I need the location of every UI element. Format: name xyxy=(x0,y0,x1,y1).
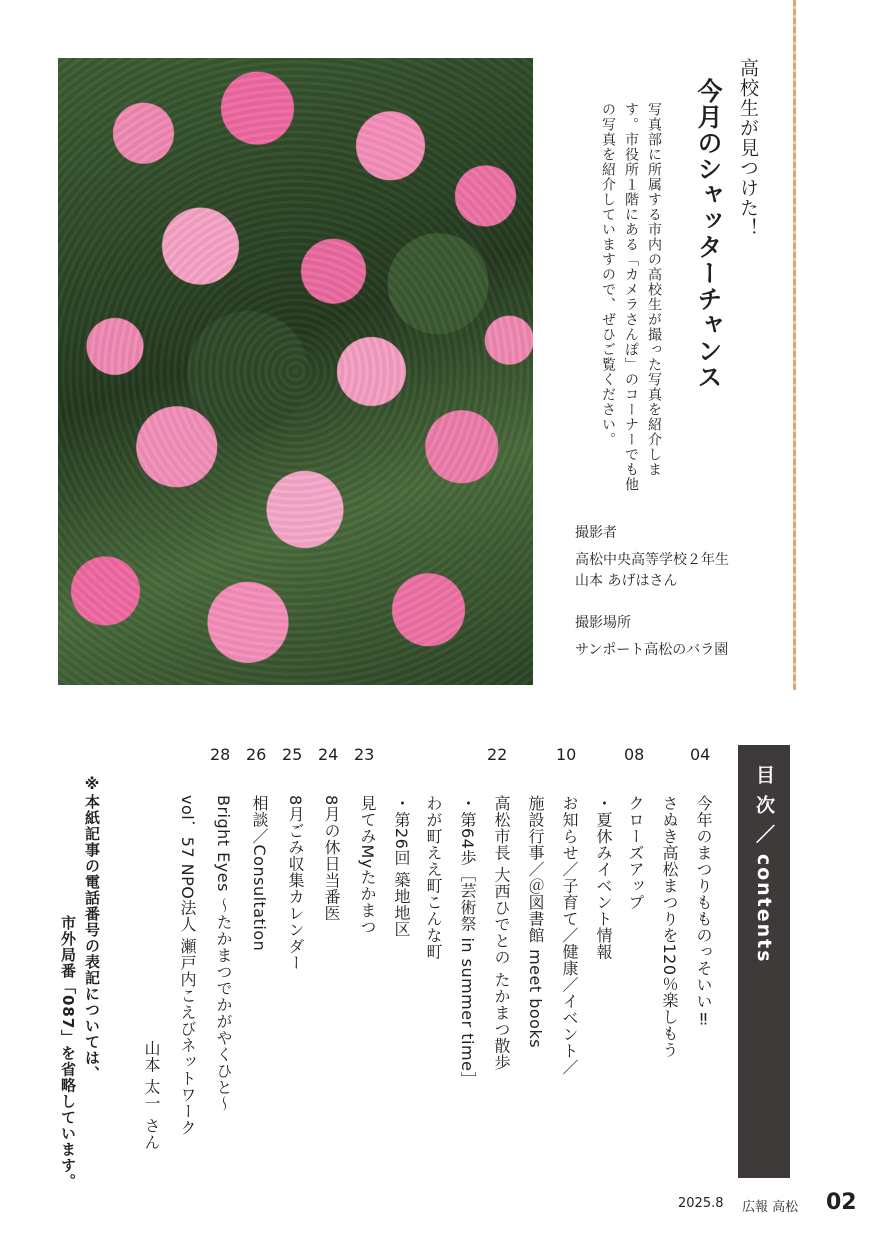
toc-page-number: 23 xyxy=(354,745,375,764)
toc-page-number: 28 xyxy=(210,745,231,764)
feature-kicker: 高校生が見つけた！ xyxy=(737,58,759,238)
toc-line: 見てみMyたかまつ xyxy=(358,795,377,935)
phone-note-line1: ※本紙記事の電話番号の表記については、 xyxy=(83,775,101,1082)
toc-line: ・夏休みイベント情報 xyxy=(594,795,613,960)
toc-page-number: 04 xyxy=(690,745,711,764)
contents-heading-bar xyxy=(738,745,790,1178)
toc-page-number: 10 xyxy=(556,745,577,764)
toc-line: クローズアップ xyxy=(626,795,645,911)
toc-page-number: 24 xyxy=(318,745,339,764)
phone-note-line2: 市外局番「087」を省略しています。 xyxy=(59,915,77,1190)
toc-line: Bright Eyes ～たかまつでかがやくひと～ xyxy=(214,795,233,1112)
issue-date: 2025.8 xyxy=(678,1196,724,1211)
toc-page-number: 26 xyxy=(246,745,267,764)
location-label: 撮影場所 xyxy=(575,615,631,631)
toc-line: ・第26回 築地地区 xyxy=(392,795,411,938)
photographer-credit xyxy=(575,523,729,592)
toc-line: 相談／Consultation xyxy=(250,795,269,952)
toc-line: 高松市長 大西ひでとの たかまつ散歩 xyxy=(492,795,511,1071)
contents-heading: 目 次 ／ contents xyxy=(753,765,775,964)
toc-page-number: 25 xyxy=(282,745,303,764)
toc-line: 山本 太一 さん xyxy=(142,1040,161,1151)
toc-page-number: 08 xyxy=(624,745,645,764)
pink-roses-photo xyxy=(58,58,533,685)
toc-line: わが町ええ町こんな町 xyxy=(424,795,443,960)
toc-line: お知らせ／子育て／健康／イベント／ xyxy=(560,795,579,1076)
accent-rule xyxy=(793,0,796,690)
toc-page-number: 22 xyxy=(487,745,508,764)
toc-line: 8月ごみ収集カレンダー xyxy=(286,795,305,971)
feature-intro: 写真部に所属する市内の高校生が撮った写真を紹介します。市役所１階にある「カメラさんぽ」のコーナーでも他の写真を紹介していますので、ぜひご覧ください。 xyxy=(600,102,662,492)
location-name: サンポート高松のバラ園 xyxy=(575,642,729,658)
photographer-school: 高松中央高等学校２年生 xyxy=(575,552,729,568)
photographer-label: 撮影者 xyxy=(575,525,617,541)
toc-line: vol．57 NPO法人 瀬戸内こえびネットワーク xyxy=(178,795,197,1136)
page-number: 02 xyxy=(826,1190,857,1215)
photographer-name: 山本 あげはさん xyxy=(575,573,678,589)
feature-title: 今月のシャッターチャンス xyxy=(694,78,723,390)
toc-line: 施設行事／＠図書館 meet books xyxy=(526,795,545,1049)
toc-line: さぬき高松まつりを120％楽しもう xyxy=(660,795,679,1059)
toc-line: 今年のまつりもものっそいい‼ xyxy=(694,795,713,1029)
toc-line: ・第64歩［芸術祭 in summer time］ xyxy=(458,795,477,1088)
toc-line: 8月の休日当番医 xyxy=(322,795,341,922)
publication-name: 広報 高松 xyxy=(742,1200,799,1215)
location-credit xyxy=(575,613,728,661)
